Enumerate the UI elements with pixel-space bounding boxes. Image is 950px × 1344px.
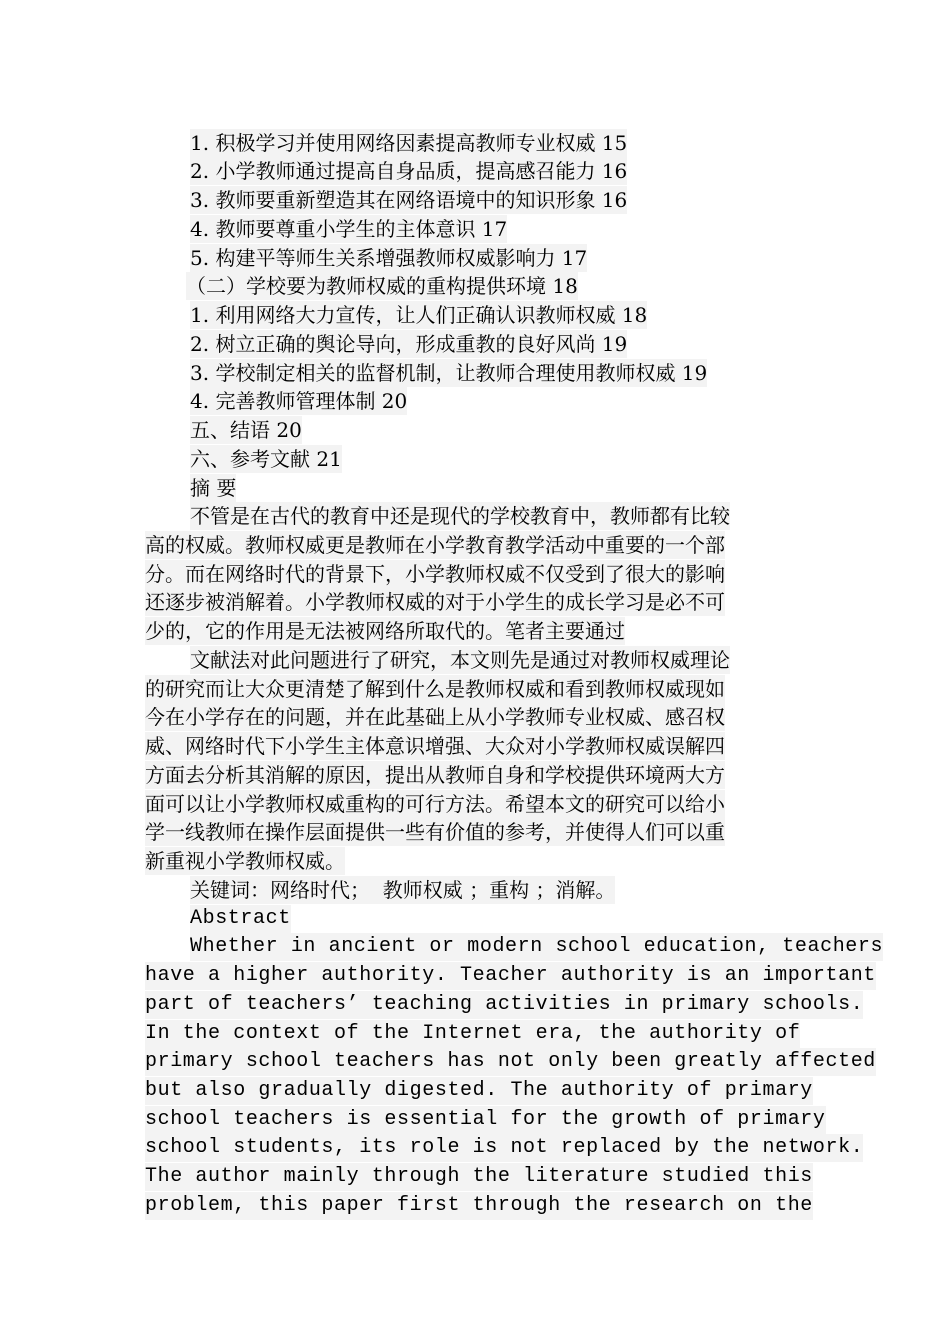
toc-item: 3. 教师要重新塑造其在网络语境中的知识形象 16	[190, 188, 628, 212]
abstract-line: 方面去分析其消解的原因，提出从教师自身和学校提供环境两大方	[145, 763, 725, 787]
abstract-line: 威、网络时代下小学生主体意识增强、大众对小学教师权威误解四	[145, 734, 725, 758]
toc-item: 六、参考文献 21	[190, 447, 342, 471]
abstract-line: 少的，它的作用是无法被网络所取代的。笔者主要通过	[145, 619, 625, 643]
keywords-line: 关键词：网络时代； 教师权威 ；重构 ；消解。	[190, 878, 616, 902]
abstract-line: 学一线教师在操作层面提供一些有价值的参考，并使得人们可以重	[145, 820, 725, 844]
abstract-en-line: part of teachers’ teaching activities in primary schools.	[145, 991, 863, 1019]
abstract-en-line: school teachers is essential for the growth of primary	[145, 1106, 826, 1134]
toc-item: 1. 利用网络大力宣传，让人们正确认识教师权威 18	[190, 303, 648, 327]
toc-item: 2. 小学教师通过提高自身品质，提高感召能力 16	[190, 159, 628, 183]
abstract-heading: 摘 要	[190, 476, 237, 500]
toc-item: 4. 完善教师管理体制 20	[190, 389, 408, 413]
abstract-en-line: have a higher authority. Teacher authority is an important	[145, 962, 876, 990]
abstract-line: 文献法对此问题进行了研究，本文则先是通过对教师权威理论	[190, 648, 730, 672]
abstract-en-line: school students, its role is not replaced by the network.	[145, 1134, 863, 1162]
abstract-line: 不管是在古代的教育中还是现代的学校教育中，教师都有比较	[190, 504, 730, 528]
abstract-line: 还逐步被消解着。小学教师权威的对于小学生的成长学习是必不可	[145, 590, 725, 614]
abstract-en-line: In the context of the Internet era, the authority of	[145, 1020, 800, 1048]
toc-item: 1. 积极学习并使用网络因素提高教师专业权威 15	[190, 131, 628, 155]
toc-item: 3. 学校制定相关的监督机制，让教师合理使用教师权威 19	[190, 361, 708, 385]
abstract-line: 分。而在网络时代的背景下，小学教师权威不仅受到了很大的影响	[145, 562, 725, 586]
abstract-line: 高的权威。教师权威更是教师在小学教育教学活动中重要的一个部	[145, 533, 725, 557]
abstract-en-line: Whether in ancient or modern school education, teachers	[190, 933, 883, 961]
abstract-en-line: but also gradually digested. The authority of primary	[145, 1077, 813, 1105]
abstract-en-line: primary school teachers has not only been greatly affected	[145, 1048, 876, 1076]
toc-item: 五、结语 20	[190, 418, 302, 442]
toc-item: 2. 树立正确的舆论导向，形成重教的良好风尚 19	[190, 332, 628, 356]
toc-item: 5. 构建平等师生关系增强教师权威影响力 17	[190, 246, 588, 270]
abstract-line: 的研究而让大众更清楚了解到什么是教师权威和看到教师权威现如	[145, 677, 725, 701]
abstract-line: 今在小学存在的问题，并在此基础上从小学教师专业权威、感召权	[145, 705, 725, 729]
toc-section-heading: （二）学校要为教师权威的重构提供环境 18	[186, 274, 578, 298]
abstract-en-line: problem, this paper first through the research on the	[145, 1192, 813, 1220]
abstract-line: 新重视小学教师权威。	[145, 849, 345, 873]
abstract-line: 面可以让小学教师权威重构的可行方法。希望本文的研究可以给小	[145, 792, 725, 816]
toc-item: 4. 教师要尊重小学生的主体意识 17	[190, 217, 508, 241]
abstract-en-line: The author mainly through the literature studied this	[145, 1163, 813, 1191]
abstract-en-heading: Abstract	[190, 905, 291, 933]
